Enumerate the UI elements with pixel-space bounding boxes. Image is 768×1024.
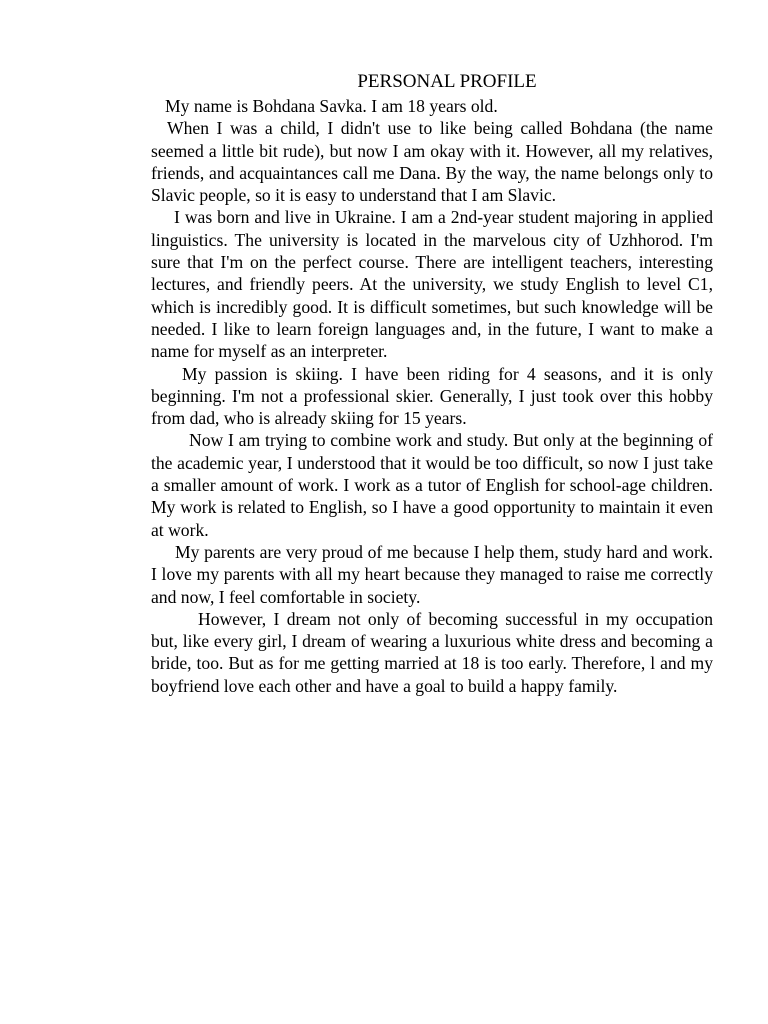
paragraph-name: When I was a child, I didn't use to like being called Bohdana (the name seemed a little bit rude), but now I am okay with it. However, all my relatives, friends, and acquaintances call me Dana. By the way, the name belongs only to Slavic people, so it is easy to understand that I am Slavic.: [151, 118, 713, 206]
paragraph-parents: My parents are very proud of me because I help them, study hard and work. I love my parents with all my heart because they managed to raise me correctly and now, I feel comfortable in society.: [151, 541, 713, 607]
paragraph-dreams: However, I dream not only of becoming successful in my occupation but, like every girl, I dream of wearing a luxurious white dress and becoming a bride, too. But as for me getting married at 18 is too early. Therefore, l and my boyfriend love each other and have a goal to build a happy family.: [151, 608, 713, 696]
paragraph-hobby: My passion is skiing. I have been riding for 4 seasons, and it is only beginning. I'm not a professional skier. Generally, I just took over this hobby from dad, who is already skiing for 15 years.: [151, 363, 713, 429]
document-page: [151, 68, 713, 697]
paragraph-work: Now I am trying to combine work and study. But only at the beginning of the academic year, I understood that it would be too difficult, so now I just take a smaller amount of work. I work as a tutor of English for school-age children. My work is related to English, so I have a good opportunity to maintain it even at work.: [151, 430, 713, 540]
paragraph-education: I was born and live in Ukraine. I am a 2nd-year student majoring in applied linguistics. The university is located in the marvelous city of Uzhhorod. I'm sure that I'm on the perfect course. There are intelligent teachers, interesting lectures, and friendly peers. At the university, we study English to level C1, which is incredibly good. It is difficult sometimes, but such knowledge will be needed. I like to learn foreign languages and, in the future, I want to make a name for myself as an interpreter.: [151, 207, 713, 362]
paragraph-introduction: My name is Bohdana Savka. I am 18 years old.: [165, 96, 498, 116]
page-title: PERSONAL PROFILE: [357, 71, 537, 92]
